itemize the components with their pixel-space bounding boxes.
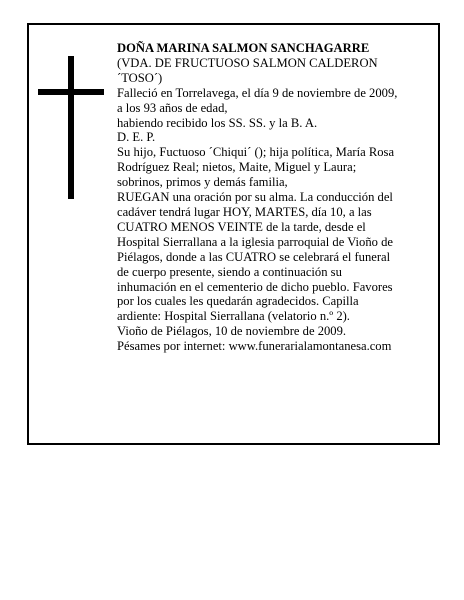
notice-line: Piélagos, donde a las CUATRO se celebrará el funeral [117,249,391,264]
notice-line: RUEGAN una oración por su alma. La conducción del [117,190,393,205]
obituary-notice [27,23,440,445]
notice-line: ´TOSO´) [117,70,163,85]
notice-line: Hospital Sierrallana a la iglesia parroquial de Vioño de [117,234,393,249]
deceased-name: DOÑA MARINA SALMON SANCHAGARRE [117,41,370,55]
notice-line: Falleció en Torrelavega, el día 9 de noviembre de 2009, [117,85,398,100]
cross-vertical-bar [68,56,74,199]
notice-line: por los cuales les quedarán agradecidos. Capilla [117,294,359,309]
notice-line: Vioño de Piélagos, 10 de noviembre de 2009. [117,324,347,339]
notice-line: CUATRO MENOS VEINTE de la tarde, desde el [117,219,366,234]
notice-line: ardiente: Hospital Sierrallana (velatorio n.º 2). [117,309,350,324]
notice-line: inhumación en el cementerio de dicho pueblo. Favores [117,279,393,294]
notice-line: Pésames por internet: www.funerarialamontanesa.com [117,339,392,354]
notice-line: de cuerpo presente, siendo a continuación su [117,264,342,279]
cross-horizontal-bar [38,89,104,95]
notice-text [117,41,437,354]
notice-line: a los 93 años de edad, [117,100,228,115]
notice-line: cadáver tendrá lugar HOY, MARTES, día 10, a las [117,204,372,219]
notice-line: sobrinos, primos y demás familia, [117,175,288,190]
notice-line: Rodríguez Real; nietos, Maite, Miguel y Laura; [117,160,357,175]
notice-line: habiendo recibido los SS. SS. y la B. A. [117,115,318,130]
notice-line: D. E. P. [117,130,156,145]
notice-line: Su hijo, Fuctuoso ´Chiqui´ (); hija política, María Rosa [117,145,395,160]
notice-line: (VDA. DE FRUCTUOSO SALMON CALDERON [117,55,378,70]
